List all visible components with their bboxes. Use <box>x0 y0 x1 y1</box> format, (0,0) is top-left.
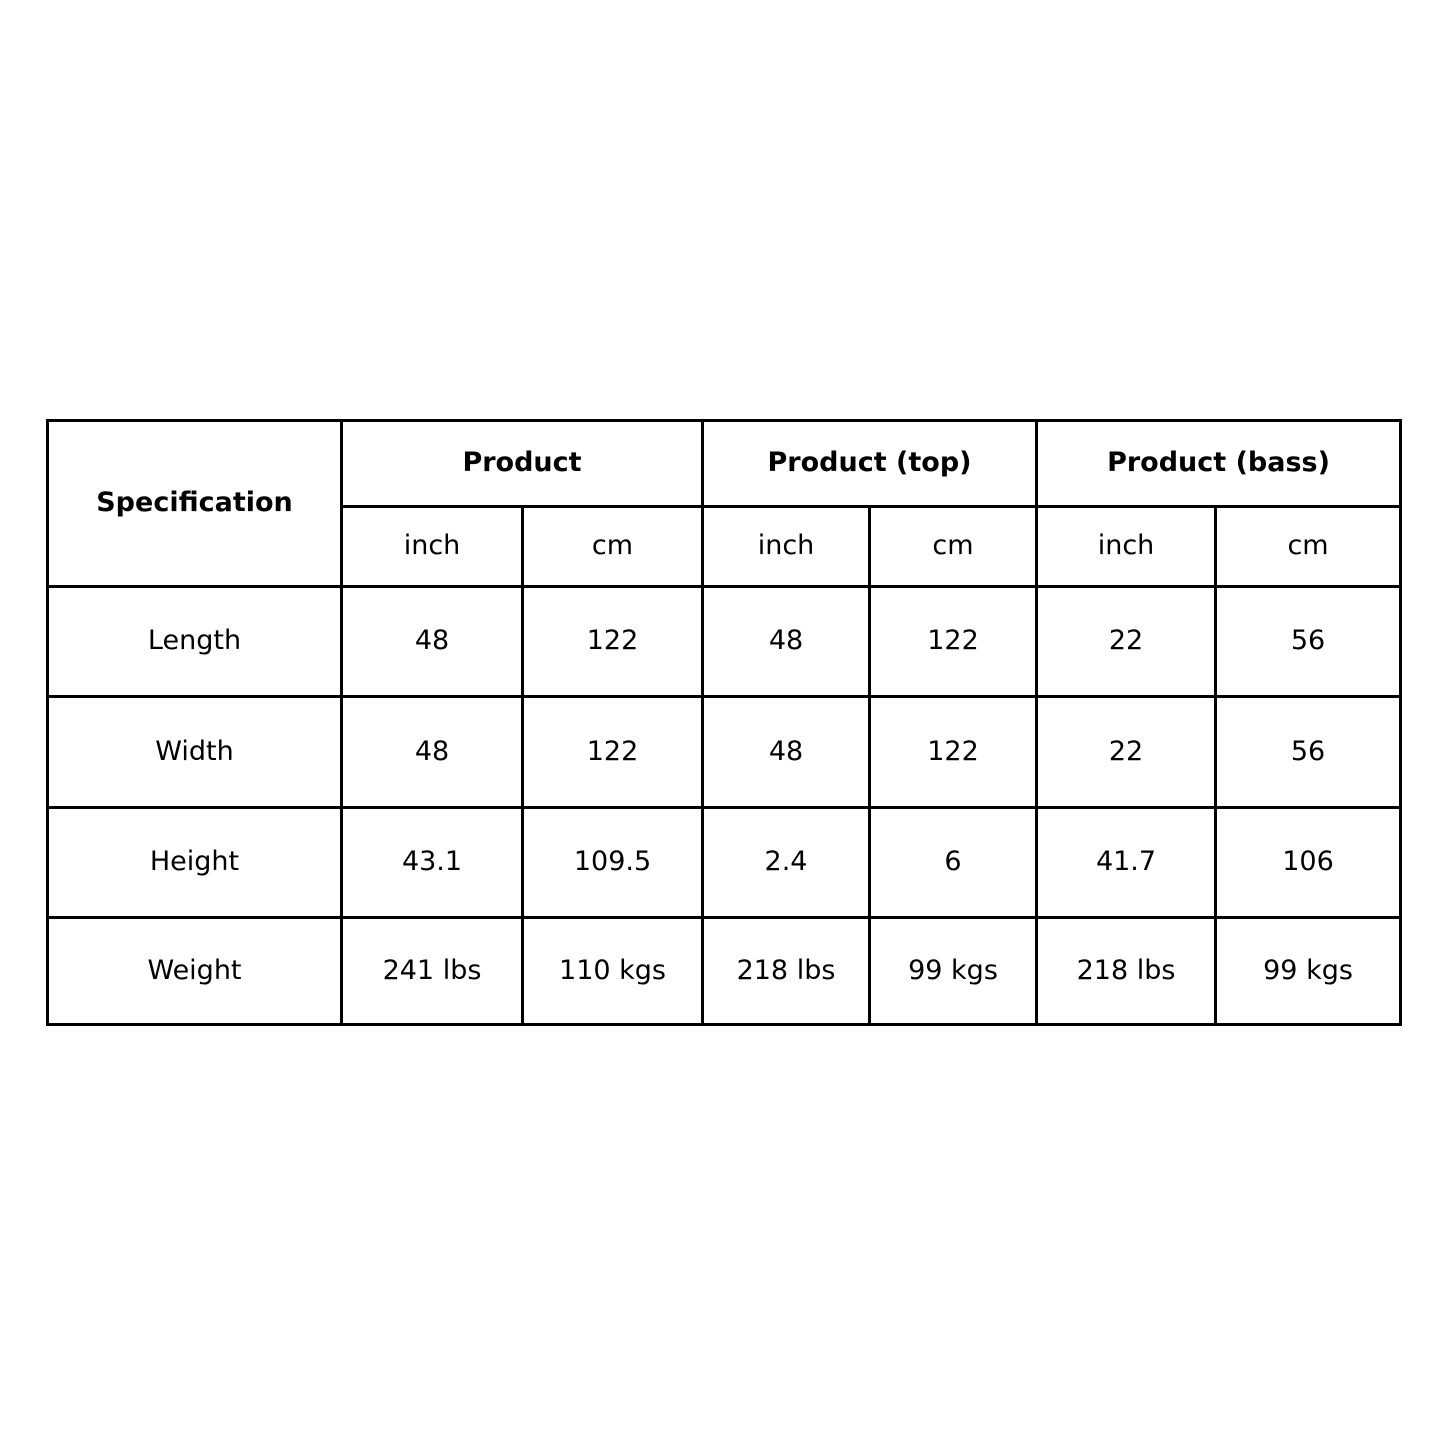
table-cell: 109.5 <box>523 807 703 917</box>
table-cell: 122 <box>523 587 703 697</box>
row-label-height: Height <box>48 807 342 917</box>
table-cell: 48 <box>703 587 870 697</box>
group-header-product-bass: Product (bass) <box>1037 421 1401 507</box>
table-cell: 218 lbs <box>1037 917 1216 1024</box>
unit-header-product-bass-inch: inch <box>1037 507 1216 587</box>
table-cell: 56 <box>1216 697 1401 807</box>
table-cell: 122 <box>870 587 1037 697</box>
table-cell: 43.1 <box>342 807 523 917</box>
table-cell: 56 <box>1216 587 1401 697</box>
row-label-width: Width <box>48 697 342 807</box>
table-cell: 48 <box>342 697 523 807</box>
table-cell: 48 <box>342 587 523 697</box>
table-cell: 22 <box>1037 587 1216 697</box>
group-header-row <box>48 421 1401 507</box>
table-cell: 110 kgs <box>523 917 703 1024</box>
table-cell: 41.7 <box>1037 807 1216 917</box>
unit-header-product-inch: inch <box>342 507 523 587</box>
unit-header-product-cm: cm <box>523 507 703 587</box>
table-row-weight <box>48 917 1401 1024</box>
table-cell: 6 <box>870 807 1037 917</box>
specification-table <box>46 419 1402 1026</box>
table-cell: 106 <box>1216 807 1401 917</box>
specification-header: Specification <box>48 421 342 587</box>
table-cell: 2.4 <box>703 807 870 917</box>
table-cell: 122 <box>523 697 703 807</box>
group-header-product: Product <box>342 421 703 507</box>
table-cell: 241 lbs <box>342 917 523 1024</box>
table-cell: 48 <box>703 697 870 807</box>
row-label-weight: Weight <box>48 917 342 1024</box>
table-cell: 99 kgs <box>870 917 1037 1024</box>
unit-header-product-bass-cm: cm <box>1216 507 1401 587</box>
row-label-length: Length <box>48 587 342 697</box>
table-cell: 99 kgs <box>1216 917 1401 1024</box>
table-cell: 22 <box>1037 697 1216 807</box>
table-row-width <box>48 697 1401 807</box>
table-cell: 218 lbs <box>703 917 870 1024</box>
table-row-height <box>48 807 1401 917</box>
table-cell: 122 <box>870 697 1037 807</box>
group-header-product-top: Product (top) <box>703 421 1037 507</box>
table-row-length <box>48 587 1401 697</box>
unit-header-product-top-cm: cm <box>870 507 1037 587</box>
unit-header-product-top-inch: inch <box>703 507 870 587</box>
